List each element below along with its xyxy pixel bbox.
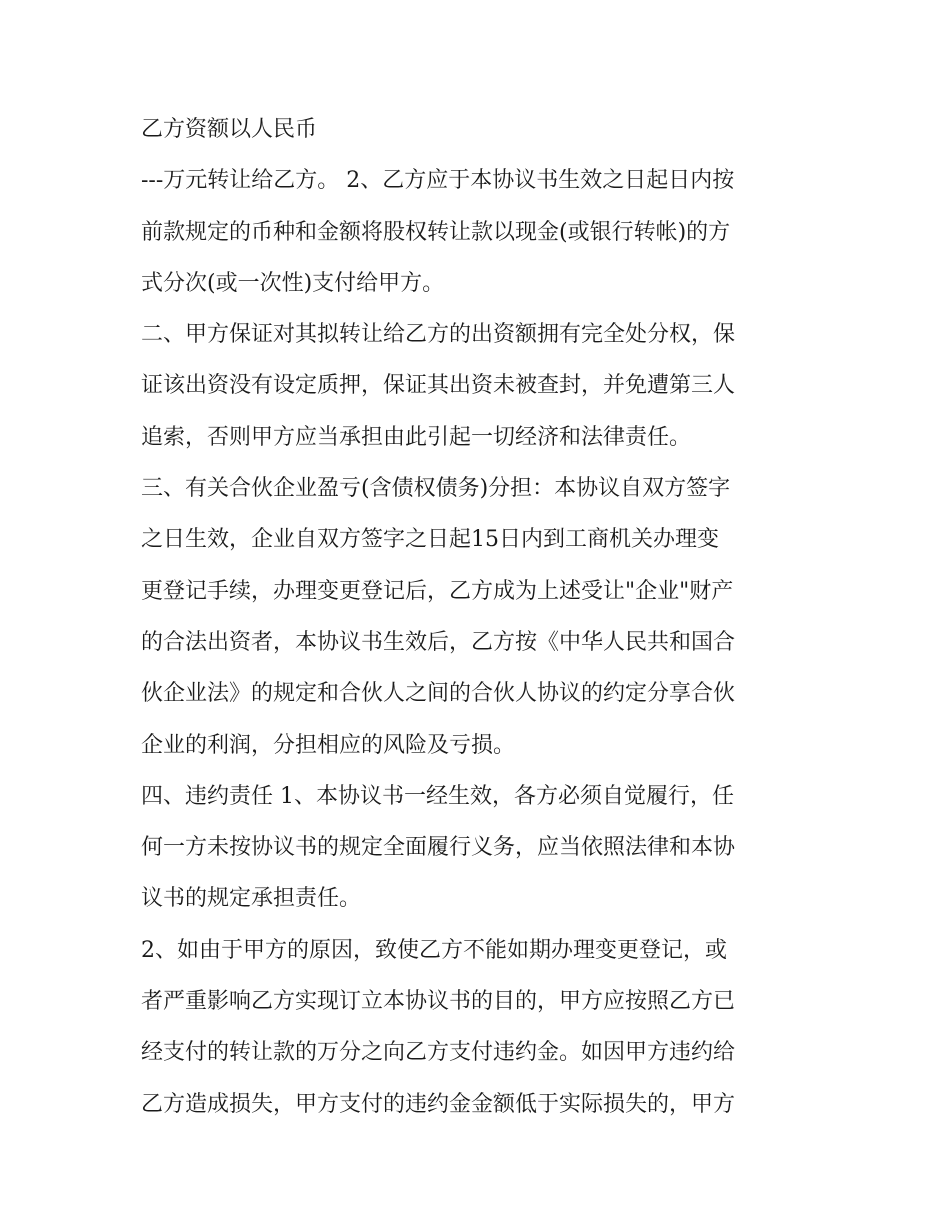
- text-line-content: 四、违约责任 1、本协议书一经生效，各方必须自觉履行，任: [141, 783, 734, 809]
- text-line-content: 何一方未按协议书的规定全面履行义务，应当依照法律和本协: [141, 835, 736, 861]
- text-line-content: 证该出资没有设定质押，保证其出资未被查封，并免遭第三人: [141, 373, 736, 399]
- text-line-content: 伙企业法》的规定和合伙人之间的合伙人协议的约定分享合伙: [141, 681, 736, 707]
- text-line-content: 乙方造成损失，甲方支付的违约金金额低于实际损失的，甲方: [141, 1091, 736, 1117]
- text-line: [141, 931, 821, 982]
- text-line: [141, 264, 821, 315]
- document-body: [141, 110, 821, 1136]
- text-line-content: 之日生效，企业自双方签字之日起15日内到工商机关办理变: [141, 527, 719, 553]
- text-line: [141, 777, 821, 828]
- text-line: [141, 469, 821, 520]
- text-line: [141, 982, 821, 1033]
- text-line: [141, 520, 821, 571]
- text-line-content: 三、有关合伙企业盈亏(含债权债务)分担：本协议自双方签字: [141, 476, 731, 502]
- text-line-content: 追索，否则甲方应当承担由此引起一切经济和法律责任。: [141, 424, 692, 450]
- text-line: [141, 879, 821, 930]
- text-line: [141, 110, 821, 161]
- text-line-content: ---万元转让给乙方。 2、乙方应于本协议书生效之日起日内按: [141, 168, 735, 194]
- text-line-content: 2、如由于甲方的原因，致使乙方不能如期办理变更登记，或: [141, 937, 727, 963]
- text-line-content: 乙方资额以人民币: [141, 117, 318, 142]
- text-line: [141, 1033, 821, 1084]
- text-line: [141, 674, 821, 725]
- text-line: [141, 213, 821, 264]
- text-line: [141, 366, 821, 417]
- text-line: [141, 315, 821, 366]
- text-line: [141, 161, 821, 212]
- text-line: [141, 418, 821, 469]
- text-line: [141, 1085, 821, 1136]
- text-line-content: 者严重影响乙方实现订立本协议书的目的，甲方应按照乙方已: [141, 989, 736, 1015]
- text-line: [141, 623, 821, 674]
- text-line-content: 式分次(或一次性)支付给甲方。: [141, 270, 445, 296]
- text-line-content: 二、甲方保证对其拟转让给乙方的出资额拥有完全处分权，保: [141, 322, 736, 348]
- text-line-content: 的合法出资者，本协议书生效后，乙方按《中华人民共和国合: [141, 629, 736, 655]
- text-line: [141, 572, 821, 623]
- text-line-content: 前款规定的币种和金额将股权转让款以现金(或银行转帐)的方: [141, 219, 731, 245]
- text-line: [141, 828, 821, 879]
- text-line-content: 经支付的转让款的万分之向乙方支付违约金。如因甲方违约给: [141, 1040, 736, 1066]
- text-line-content: 更登记手续，办理变更登记后，乙方成为上述受让"企业"财产: [141, 578, 734, 604]
- text-line: [141, 726, 821, 777]
- text-line-content: 企业的利润，分担相应的风险及亏损。: [141, 732, 516, 758]
- text-line-content: 议书的规定承担责任。: [141, 886, 362, 912]
